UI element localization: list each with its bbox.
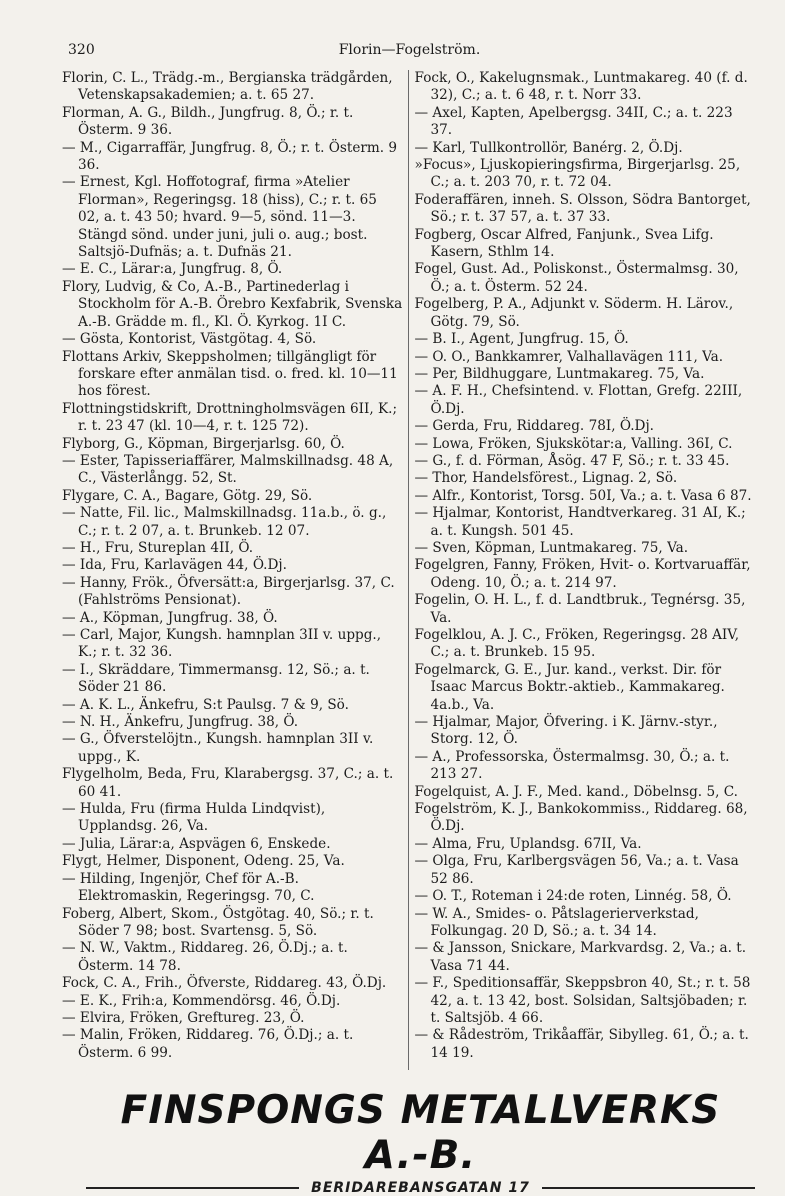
directory-entry: Flygare, C. A., Bagare, Götg. 29, Sö. [62, 487, 313, 504]
right-column [409, 70, 756, 1070]
ad-rule-right [542, 1187, 755, 1189]
ad-address: BERIDAREBANSGATAN 17 [311, 1180, 530, 1196]
directory-entry: Fock, O., Kakelugnsmak., Luntmakareg. 40 (f. d. 32), C.; a. t. 6 48, r. t. Norr 33. [414, 70, 748, 104]
directory-entry: Florman, A. G., Bildh., Jungfrug. 8, Ö.; r. t. Österm. 9 36. [62, 104, 354, 139]
directory-entry: Flottans Arkiv, Skeppsholmen; tillgängligt för forskare efter anmälan tisd. o. fred. kl. 10—11 hos förest. [62, 348, 398, 400]
directory-entry: — N. H., Änkefru, Jungfrug. 38, Ö. [62, 714, 299, 731]
directory-entry: — & Jansson, Snickare, Markvardsg. 2, Va.; a. t. Vasa 71 44. [414, 940, 747, 974]
directory-entry: Fock, C. A., Frih., Öfverste, Riddareg. 43, Ö.Dj. [62, 975, 387, 992]
advertisement [86, 1088, 755, 1196]
directory-entry: Fogelklou, A. J. C., Fröken, Regeringsg. 28 AIV, C.; a. t. Brunkeb. 15 95. [414, 627, 740, 661]
ad-company-name: FINSPONGS METALLVERKS A.-B. [120, 1088, 721, 1178]
directory-entry: — Lowa, Fröken, Sjukskötar:a, Valling. 36I, C. [414, 435, 733, 452]
directory-entry: — F., Speditionsaffär, Skeppsbron 40, St.; r. t. 58 42, a. t. 13 42, bost. Solsidan, Saltsjöbaden; r. t. Saltsjöb. 4 66. [414, 975, 751, 1026]
directory-entry: — B. I., Agent, Jungfrug. 15, Ö. [414, 331, 629, 348]
directory-entry: Flygelholm, Beda, Fru, Klarabergsg. 37, C.; a. t. 60 41. [62, 766, 394, 800]
directory-entry: — Gerda, Fru, Riddareg. 78I, Ö.Dj. [414, 418, 654, 435]
directory-entry: — Alma, Fru, Uplandsg. 67II, Va. [414, 835, 642, 852]
directory-entry: — Gösta, Kontorist, Västgötag. 4, Sö. [62, 331, 317, 348]
directory-entry: — A., Professorska, Östermalmsg. 30, Ö.; a. t. 213 27. [414, 748, 730, 783]
directory-entry: — A., Köpman, Jungfrug. 38, Ö. [62, 609, 278, 626]
directory-entry: — E. C., Lärar:a, Jungfrug. 8, Ö. [62, 261, 283, 278]
directory-entry: — Hanny, Frök., Öfversätt:a, Birgerjarlsg. 37, C. (Fahlströms Pensionat). [62, 574, 395, 609]
directory-entry: — Sven, Köpman, Luntmakareg. 75, Va. [414, 539, 689, 556]
ad-rule-left [86, 1187, 299, 1189]
page-header [68, 18, 751, 58]
directory-entry: — I., Skräddare, Timmermansg. 12, Sö.; a. t. Söder 21 86. [62, 661, 370, 696]
directory-entry: — H., Fru, Stureplan 4II, Ö. [62, 539, 254, 556]
directory-entry: Fogelberg, P. A., Adjunkt v. Söderm. H. Lärov., Götg. 79, Sö. [414, 296, 734, 330]
directory-entry: — & Rådeström, Trikåaffär, Sibylleg. 61, Ö.; a. t. 14 19. [414, 1027, 749, 1061]
directory-entry: — Malin, Fröken, Riddareg. 76, Ö.Dj.; a. t. Österm. 6 99. [62, 1027, 354, 1061]
directory-entry: — A. K. L., Änkefru, S:t Paulsg. 7 & 9, Sö. [62, 696, 349, 713]
directory-entry: Fogelin, O. H. L., f. d. Landtbruk., Tegnérsg. 35, Va. [414, 592, 746, 626]
directory-entry: — Hulda, Fru (firma Hulda Lindqvist), Upplandsg. 26, Va. [62, 801, 326, 835]
directory-entry: — G., f. d. Förman, Åsög. 47 F, Sö.; r. t. 33 45. [414, 452, 730, 469]
directory-entry: Fogberg, Oscar Alfred, Fanjunk., Svea Lifg. Kasern, Sthlm 14. [414, 226, 714, 261]
directory-entry: — A. F. H., Chefsintend. v. Flottan, Grefg. 22III, Ö.Dj. [414, 383, 743, 417]
directory-entry: — Ida, Fru, Karlavägen 44, Ö.Dj. [62, 557, 287, 574]
directory-entry: Fogelström, K. J., Bankokommiss., Riddareg. 68, Ö.Dj. [414, 801, 748, 835]
directory-entry: — Hjalmar, Major, Öfvering. i K. Järnv.-styr., Storg. 12, Ö. [414, 714, 718, 748]
directory-entry: — Elvira, Fröken, Greftureg. 23, Ö. [62, 1009, 305, 1026]
directory-entry: — Olga, Fru, Karlbergsvägen 56, Va.; a. t. Vasa 52 86. [414, 853, 739, 887]
directory-entry: — Ernest, Kgl. Hoffotograf, firma »Atelier Florman», Regeringsg. 18 (hiss), C.; r. t. 65 02, a. t. 43 50; hvard. 9—5, sönd. 11—3. Stängd sönd. under juni, juli o. aug.; bost. Saltsjö-Dufnäs; a. t. Dufnäs 21. [62, 174, 377, 261]
directory-entry: Fogelgren, Fanny, Fröken, Hvit- o. Kortvaruaffär, Odeng. 10, Ö.; a. t. 214 97. [414, 557, 751, 591]
directory-entry: Fogelmarck, G. E., Jur. kand., verkst. Dir. för Isaac Marcus Boktr.-aktieb., Kammakareg. 4a.b., Va. [414, 661, 725, 713]
directory-entry: Foberg, Albert, Skom., Östgötag. 40, Sö.; r. t. Söder 7 98; bost. Svartensg. 5, Sö. [62, 905, 374, 939]
directory-entry: Florin, C. L., Trädg.-m., Bergianska trädgården, Vetenskapsakademien; a. t. 65 27. [62, 70, 393, 104]
directory-entry: — Natte, Fil. lic., Malmskillnadsg. 11a.b., ö. g., C.; r. t. 2 07, a. t. Brunkeb. 12 07. [62, 505, 387, 539]
directory-entry: — Ester, Tapisseriaffärer, Malmskillnadsg. 48 A, C., Västerlångg. 52, St. [62, 452, 394, 487]
directory-entry: Flyborg, G., Köpman, Birgerjarlsg. 60, Ö. [62, 435, 345, 452]
directory-entry: — Thor, Handelsförest., Lignag. 2, Sö. [414, 470, 678, 487]
directory-entry: — E. K., Frih:a, Kommendörsg. 46, Ö.Dj. [62, 992, 341, 1009]
directory-entry: — Julia, Lärar:a, Aspvägen 6, Enskede. [62, 835, 331, 852]
directory-entry: Flygt, Helmer, Disponent, Odeng. 25, Va. [62, 853, 345, 870]
directory-entry: — Alfr., Kontorist, Torsg. 50I, Va.; a. t. Vasa 6 87. [414, 487, 752, 504]
directory-entry: — Karl, Tullkontrollör, Banérg. 2, Ö.Dj. [414, 139, 683, 156]
directory-entry: Flory, Ludvig, & Co, A.-B., Partinederlag i Stockholm för A.-B. Örebro Kexfabrik, Svenska A.-B. Grädde m. fl., Kl. Ö. Kyrkog. 1I C. [62, 278, 403, 330]
directory-entry: — Hilding, Ingenjör, Chef för A.-B. Elektromaskin, Regeringsg. 70, C. [62, 870, 315, 905]
running-head: Florin—Fogelström. [338, 42, 481, 58]
directory-entry: — O. O., Bankkamrer, Valhallavägen 111, Va. [414, 348, 724, 365]
directory-entry: Fogelquist, A. J. F., Med. kand., Döbelnsg. 5, C. [414, 783, 738, 800]
directory-entry: — W. A., Smides- o. Påtslagerierverkstad, Folkungag. 20 D, Sö.; a. t. 34 14. [414, 905, 699, 939]
directory-entry: — M., Cigarraffär, Jungfrug. 8, Ö.; r. t. Österm. 9 36. [62, 139, 398, 174]
directory-entry: Fogel, Gust. Ad., Poliskonst., Östermalmsg. 30, Ö.; a. t. Österm. 52 24. [414, 261, 739, 295]
page-number: 320 [68, 42, 95, 58]
directory-entry: Foderaffären, inneh. S. Olsson, Södra Bantorget, Sö.; r. t. 37 57, a. t. 37 33. [414, 191, 751, 226]
directory-columns [62, 70, 755, 1070]
directory-entry: — Hjalmar, Kontorist, Handtverkareg. 31 AI, K.; a. t. Kungsh. 501 45. [414, 505, 746, 539]
directory-entry: — Axel, Kapten, Apelbergsg. 34II, C.; a. t. 223 37. [414, 104, 733, 139]
ad-address-row [86, 1180, 755, 1196]
directory-entry: Flottningstidskrift, Drottningholmsvägen 6II, K.; r. t. 23 47 (kl. 10—4, r. t. 125 72). [62, 400, 398, 435]
directory-entry: »Focus», Ljuskopieringsfirma, Birgerjarlsg. 25, C.; a. t. 203 70, r. t. 72 04. [414, 157, 741, 191]
directory-entry: — N. W., Vaktm., Riddareg. 26, Ö.Dj.; a. t. Österm. 14 78. [62, 940, 348, 974]
directory-entry: — O. T., Roteman i 24:de roten, Linnég. 58, Ö. [414, 888, 732, 905]
directory-entry: — G., Öfverstelöjtn., Kungsh. hamnplan 3II v. uppg., K. [62, 731, 374, 765]
directory-entry: — Carl, Major, Kungsh. hamnplan 3II v. uppg., K.; r. t. 32 36. [62, 627, 382, 661]
directory-entry: — Per, Bildhuggare, Luntmakareg. 75, Va. [414, 365, 705, 382]
left-column [62, 70, 409, 1070]
